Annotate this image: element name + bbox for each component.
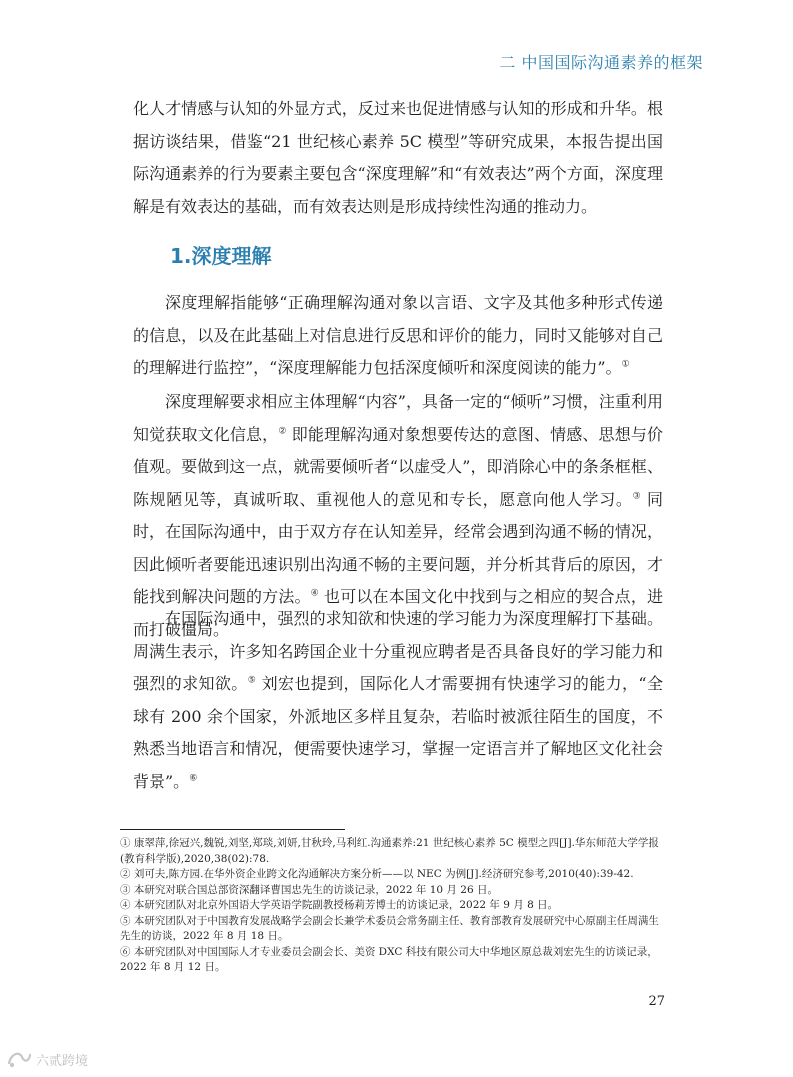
footnote-ref-2[interactable]: ② <box>278 426 287 437</box>
footnote-ref-5[interactable]: ⑤ <box>247 675 257 686</box>
page-number: 27 <box>648 994 665 1009</box>
footnote-ref-6[interactable]: ⑥ <box>189 773 198 784</box>
footnote-divider <box>120 829 345 830</box>
paragraph-2-text-2: 即能理解沟通对象想要传达的意图、情感、思想与价值观。要做到这一点，就需要倾听者“以虚受人”，即消除心中的条条框框、陈规陋见等，真诚听取、重视他人的意见和专长，愿意向他人学习。 <box>133 424 663 509</box>
paragraph-2-text-1: 深度理解要求相应主体理解“内容”，具备一定的“倾听”习惯，注重利用知觉获取文化信息， <box>133 392 663 444</box>
footnote-6: ⑥ 本研究团队对中国国际人才专业委员会副会长、美资 DXC 科技有限公司大中华地区原总裁刘宏先生的访谈记录，2022 年 8 月 12 日。 <box>120 945 658 973</box>
footnote-4: ④ 本研究团队对北京外国语大学英语学院副教授杨莉芳博士的访谈记录，2022 年 9 月 8 日。 <box>120 899 559 911</box>
footnote-1: ① 康翠萍,徐冠兴,魏锐,刘坚,郑琰,刘妍,甘秋玲,马利红.沟通素养:21 世纪核心素养 5C 模型之四[J].华东师范大学学报(教育科学版),2020,38(02):78. <box>120 837 659 865</box>
footnote-list <box>120 836 665 976</box>
footnote-ref-4[interactable]: ④ <box>310 588 319 599</box>
paragraph-3-text-2: 刘宏也提到，国际化人才需要拥有快速学习的能力，“全球有 200 余个国家，外派地区多样且复杂，若临时被派往陌生的国度，不熟悉当地语言和情况，便需要快速学习，掌握一定语言并了解地区文化社会背景”。 <box>133 674 663 791</box>
paragraph-3-text-1: 在国际沟通中，强烈的求知欲和快速的学习能力为深度理解打下基础。周满生表示，许多知名跨国企业十分重视应聘者是否具备良好的学习能力和强烈的求知欲。 <box>133 609 663 693</box>
watermark-logo-icon <box>6 1049 32 1069</box>
paragraph-1 <box>133 287 663 385</box>
paragraph-2-text-4: 也可以在本国文化中找到与之相应的契合点，进而打破僵局。 <box>133 587 663 639</box>
intro-paragraph: 化人才情感与认知的外显方式，反过来也促进情感与认知的形成和升华。根据访谈结果，借鉴“21 世纪核心素养 5C 模型”等研究成果，本报告提出国际沟通素养的行为要素主要包含“深度理解”和“有效表达”两个方面，深度理解是有效表达的基础，而有效表达则是形成持续性沟通的推动力。 <box>133 99 663 216</box>
watermark-text: 六贰跨境 <box>36 1053 89 1069</box>
paragraph-2-text-3: 同时，在国际沟通中，由于双方存在认知差异，经常会遇到沟通不畅的情况，因此倾听者要能迅速识别出沟通不畅的主要问题，并分析其背后的原因，才能找到解决问题的方法。 <box>133 489 663 606</box>
paragraph-1-text: 深度理解指能够“正确理解沟通对象以言语、文字及其他多种形式传递的信息，以及在此基础上对信息进行反思和评价的能力，同时又能够对自己的理解进行监控”，“深度理解能力包括深度倾听和深度阅读的能力”。 <box>133 293 663 377</box>
footnote-5: ⑤ 本研究团队对于中国教育发展战略学会副会长兼学术委员会常务副主任、教育部教育发展研究中心原副主任周满生先生的访谈，2022 年 8 月 18 日。 <box>120 914 659 942</box>
footnote-3: ③ 本研究对联合国总部资深翻译曹国忠先生的访谈记录，2022 年 10 月 26 日。 <box>120 883 498 896</box>
footnote-ref-1[interactable]: ① <box>621 359 630 370</box>
footnote-2: ② 刘可夫,陈方园.在华外资企业跨文化沟通解决方案分析——以 NEC 为例[J].经济研究参考,2010(40):39-42. <box>120 868 634 880</box>
footnote-ref-3[interactable]: ③ <box>632 491 642 502</box>
section-title: 1.深度理解 <box>170 244 272 268</box>
watermark <box>6 1049 88 1069</box>
paragraph-3 <box>133 603 663 798</box>
running-head: 二 中国国际沟通素养的框架 <box>499 53 703 72</box>
